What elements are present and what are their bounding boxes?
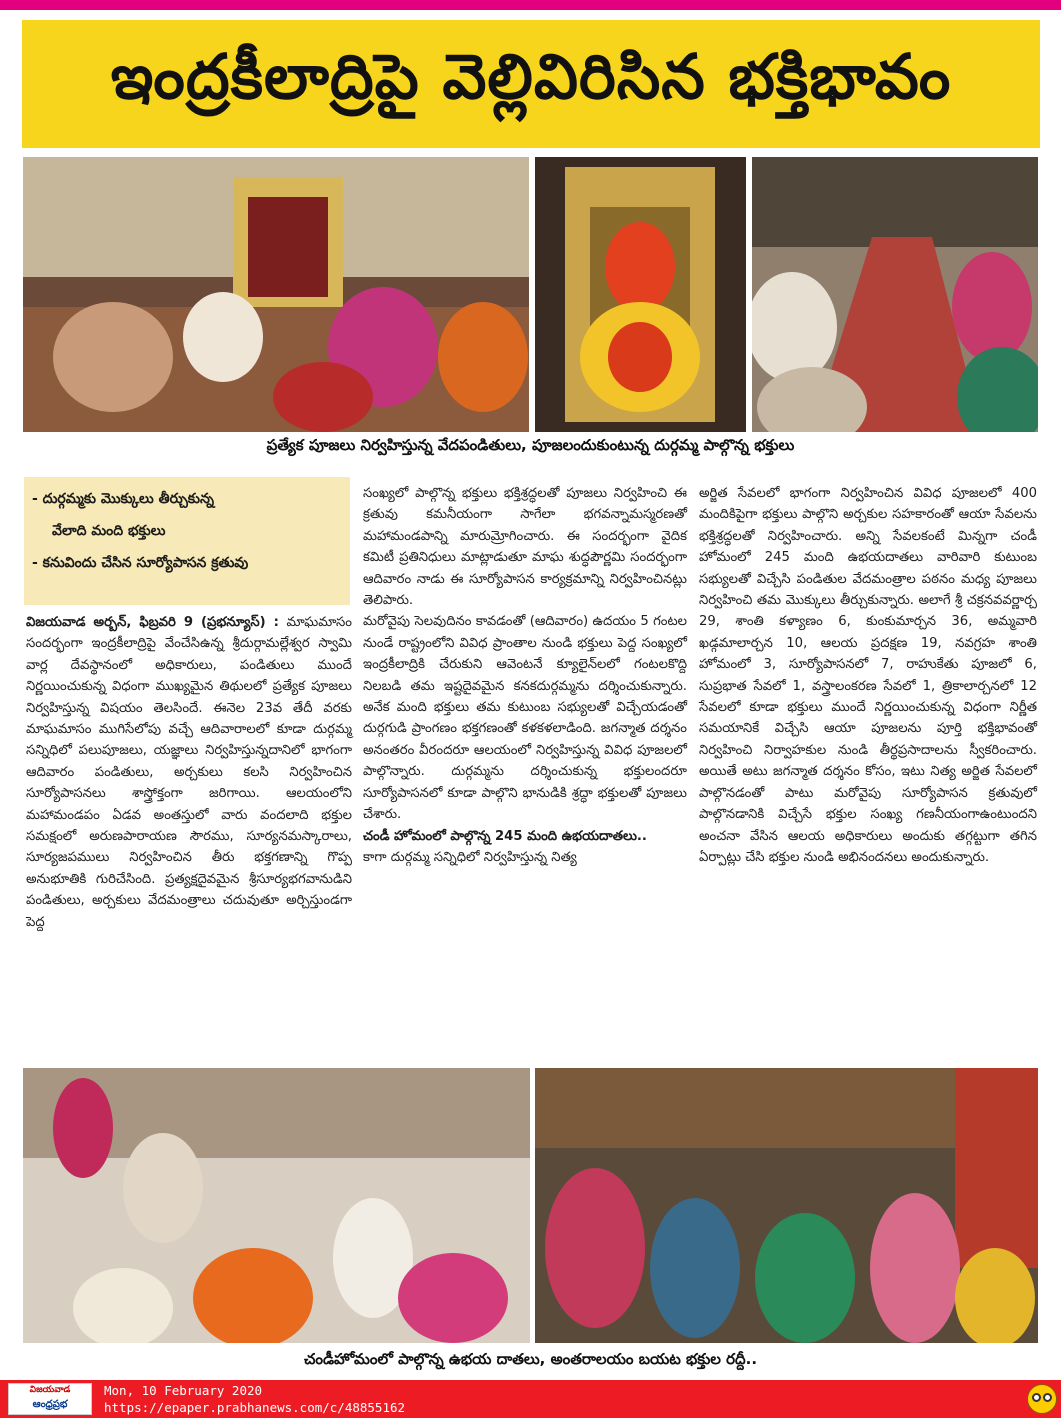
article-column-2 — [363, 483, 687, 868]
highlight-line-1: - దుర్గమ్మకు మొక్కులు తీర్చుకున్న — [32, 491, 214, 507]
column-3-text: అర్జిత సేవలలో భాగంగా నిర్వహించిన వివిధ పూజలలో 400 మందికిపైగా భక్తులు పాల్గొని అర్చకుల సహకారంతో ఆయా సేవలను భక్తిశ్రద్ధలతో నిర్వహించారు. అన్ని సేవలకంటే మిన్నగా చండీ హోమంలో 245 మంది ఉభయదాతలు వారివారి కుటుంబ సభ్యులతో విచ్చేసి పండితుల వేదమంత్రాల పఠనం మధ్య పూజలు నిర్వహించి తమ మొక్కులు తీర్చుకున్నారు. అలాగే శ్రీ చక్రనవవర్ణార్చ 29, శాంతి కళ్యాణం 6, కుంకుమార్చన 36, అమ్మవారి ఖడ్గమాలార్చన 10, ఆలయ ప్రదక్షణ 19, నవగ్రహ శాంతి హోమంలో 3, సూర్యోపాసనలో 7, రాహుకేతు పూజలో 6, సుప్రభాత సేవలో 1, వస్త్రాలంకరణ సేవలో 1, త్రికాలార్చనలో 12 సేవలలో కూడా భక్తులు ముందే నిర్ణయించుకున్న విధంగా నిర్ణీత సమయానికే విచ్చేసి ఆయా పూజలను పూర్తి భక్తిభావంతో నిర్వహించి నిర్వాహకుల నుండి తీర్థప్రసాదాలను స్వీకరించారు. అయితే అటు జగన్మాత దర్శనం కోసం, ఇటు నిత్య అర్జిత సేవలలో పాల్గొనడంతో పాటు మరోవైపు సూర్యోపాసన క్రతువులో పాల్గొనడానికి విచ్చేసే భక్తుల సంఖ్య గణనీయంగాఉంటుందని అంచనా వేసిన ఆలయ అధికారులు అందుకు తగ్గట్టుగా తగిన ఏర్పాట్లు చేసి భక్తుల నుండి అభినందనలు అందుకున్నారు. — [699, 486, 1037, 865]
logo-name: ఆంధ్రప్రభ — [32, 1399, 68, 1410]
top-photos-caption: ప్రత్యేక పూజలు నిర్వహిస్తున్న వేదపండితులు, పూజలందుకుంటున్న దుర్గమ్మ పాల్గొన్న భక్తులు — [266, 436, 795, 454]
column-2-subheading: చండీ హోమంలో పాల్గొన్న 245 మంది ఉభయదాతలు.. — [363, 828, 647, 844]
photo-devotee-crowd — [535, 1068, 1038, 1343]
owl-mascot-icon — [1027, 1384, 1057, 1414]
photo-priests-puja — [23, 157, 529, 432]
footer-url[interactable]: https://epaper.prabhanews.com/c/48855162 — [104, 1400, 406, 1415]
photo-goddess-idol — [535, 157, 746, 432]
bottom-photos-caption: చండీహోమంలో పాల్గొన్న ఉభయ దాతలు, అంతరాలయం బయట భక్తుల రద్దీ.. — [303, 1350, 758, 1368]
footer-date: Mon, 10 February 2020 — [104, 1383, 263, 1398]
highlight-line-2: వేలాది మంది భక్తులు — [52, 523, 166, 539]
article-column-3 — [699, 483, 1037, 868]
newspaper-logo[interactable] — [8, 1383, 92, 1415]
article-column-1 — [26, 612, 352, 933]
dateline: విజయవాడ అర్బన్, ఫిబ్రవరి 9 (ప్రభన్యూస్) : — [26, 615, 279, 630]
photo-devotees-rows — [752, 157, 1038, 432]
photo-chandi-homam-donors — [23, 1068, 530, 1343]
column-1-text: మాఘమాసం సందర్భంగా ఇంద్రకీలాద్రిపై వేంచేసిఉన్న శ్రీదుర్గామల్లేశ్వర స్వామి వార్ల దేవస్థానంలో అధికారులు, పండితులు ముందే నిర్ణయించుకున్న విధంగా ముఖ్యమైన తిథులలో ప్రత్యేక పూజలు నిర్వహిస్తున్న విషయం తెలసిందే. ఈనెల 23వ తేదీ వరకు మాఘమాసం ముగిసేలోపు వచ్చే ఆదివారాలలో కూడా దుర్గమ్మ సన్నిధిలో పలుపూజలు, యజ్ఞాలు నిర్వహిస్తున్నదానిలో భాగంగా ఆదివారం పండితులు, అర్చకులు కలసి నిర్వహించిన సూర్యోపాసనలు శాస్త్రోక్తంగా జరిగాయి. ఆలయంలోని మహామండపం ఏడవ అంతస్తులో వారు వందలాది భక్తుల సమక్షంలో అరుణపారాయణ సౌరము, సూర్యనమస్కారాలు, సూర్యజపములు నిర్వహించిన తీరు భక్తగణాన్ని గొప్ప అనుభూతికి గురిచేసింది. ప్రత్యక్షదైవమైన శ్రీసూర్యభగవానుడిని పండితులు, అర్చకులు వేదమంత్రాలు చదువుతూ అర్చిస్తుండగా పెద్ద — [26, 615, 352, 930]
footer-meta — [104, 1382, 405, 1416]
highlight-line-3: - కనువిందు చేసిన సూర్యోపాసన క్రతువు — [32, 555, 249, 571]
top-color-bar — [0, 0, 1061, 10]
highlights-box — [24, 477, 350, 605]
column-2-text-1: సంఖ్యలో పాల్గొన్న భక్తులు భక్తిశ్రద్ధలతో పూజలు నిర్వహించి ఈ క్రతువు కమనీయంగా సాగేలా భగవన్నామస్మరణతో మహామండపాన్ని మారుమ్రోగించారు. ఈ సందర్భంగా వైదిక కమిటీ ప్రతినిధులు మాట్లాడుతూ మాఘ శుద్ధపౌర్ణమి సందర్భంగా ఆదివారం నాడు ఈ సూర్యోపాసన కార్యక్రమాన్ని నిర్వహించినట్లు తెలిపారు. — [363, 486, 687, 609]
footer-bar — [0, 1380, 1061, 1418]
column-2-text-2: మరోవైపు సెలవుదినం కావడంతో (ఆదివారం) ఉదయం 5 గంటల నుండే రాష్ట్రంలోని వివిధ ప్రాంతాల నుండి భక్తులు పెద్ద సంఖ్యలో ఇంద్రకీలాద్రికి చేరుకుని ఆవెంటనే క్యూలైన్‌లలో గంటలకొద్ది నిలబడి తమ ఇష్టదైవమైన కనకదుర్గమ్మను దర్శించుకున్నారు. అనేక మంది భక్తులు తమ కుటుంబ సభ్యులతో విచ్చేయడంతో దుర్గగుడి ప్రాంగణం భక్తగణంతో కళకళలాడింది. జగన్మాత దర్శనం అనంతరం వీరందరూ ఆలయంలో నిర్వహిస్తున్న వివిధ పూజలలో పాల్గొన్నారు. దుర్గమ్మను దర్శించుకున్న భక్తులందరూ సూర్యోపాసనలో కూడా పాల్గొని భానుడికి శ్రద్ధా భక్తులతో పూజలు చేశారు. — [363, 614, 687, 823]
page-headline: ఇంద్రకీలాద్రిపై వెల్లివిరిసిన భక్తిభావం — [22, 20, 1040, 148]
logo-edition: విజయవాడ — [29, 1385, 71, 1395]
column-2-text-3: కాగా దుర్గమ్మ సన్నిధిలో నిర్వహిస్తున్న నిత్య — [363, 849, 577, 865]
